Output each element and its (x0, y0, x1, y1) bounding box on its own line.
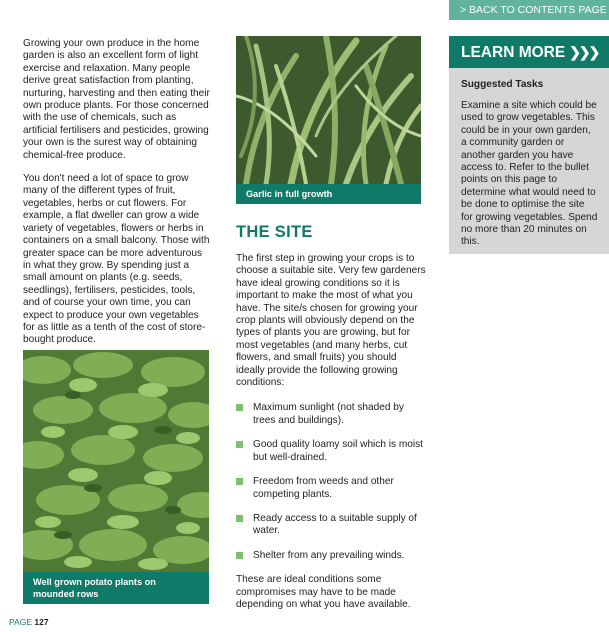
learn-more-box (449, 36, 609, 254)
list-item: Maximum sunlight (not shaded by trees and buildings). (236, 402, 426, 427)
chevrons-right-icon: ❯❯❯ (569, 44, 599, 60)
garlic-caption: Garlic in full growth (236, 184, 421, 204)
site-section (236, 221, 426, 611)
site-intro-paragraph: The first step in growing your crops is to choose a suitable site. Very few gardeners have ideal growing conditions so it is important to make the most of what you have. The site/s chosen for growing your crop plants will obviously depend on the types of plants you are growing, but for most vegetables (and many herbs, cut flowers, and small fruits) you should ideally provide the following growing conditions: (236, 253, 426, 389)
learn-more-title: LEARN MORE (461, 44, 566, 61)
page-number (9, 617, 49, 627)
potato-photo (23, 350, 209, 572)
site-closing-paragraph: These are ideal conditions some compromises may have to be made depending on what you have available. (236, 574, 411, 610)
garlic-photo (236, 36, 421, 184)
learn-more-header (449, 36, 609, 68)
list-item: Ready access to a suitable supply of water. (236, 513, 426, 538)
growing-conditions-list (236, 402, 426, 562)
list-item: Shelter from any prevailing winds. (236, 550, 426, 562)
intro-column (23, 38, 211, 347)
bullet-square-icon (236, 552, 243, 559)
intro-paragraph-1: Growing your own produce in the home garden is also an excellent form of light exercise and relaxation. Many people derive great satisfaction from planting, nurturing, harvesting and then eating their own produce plants. For those concerned with the use of chemicals, such as artificial fertilisers and pesticides, growing your own is the surest way of obtaining chemical-free produce. (23, 38, 210, 161)
intro-paragraph-2: You don't need a lot of space to grow many of the different types of fruit, vegetables, herbs or cut flowers. For example, a flat dweller can grow a wide variety of vegetables, flowers or herbs in containers on a small balcony. Those with greater space can be more adventurous in what they grow. By spending just a small amount on plants (e.g. seeds, seedlings), fertilisers, pesticides, tools, and of course your own time, you can expect to produce your own vegetables for as little as a tenth of the cost of store-bought produce. (23, 173, 210, 346)
bullet-square-icon (236, 441, 243, 448)
section-heading: THE SITE (236, 223, 313, 241)
potato-caption: Well grown potato plants on mounded rows (23, 572, 209, 604)
bullet-square-icon (236, 478, 243, 485)
bullet-square-icon (236, 515, 243, 522)
list-item: Freedom from weeds and other competing plants. (236, 476, 426, 501)
page-number-value: 127 (34, 617, 49, 627)
list-item: Good quality loamy soil which is moist but well-drained. (236, 439, 426, 464)
suggested-tasks-text: Examine a site which could be used to grow vegetables. This could be in your own garden, a community garden or another garden you have access to. Refer to the bullet points on this page to determine what would need to be done to optimise the site for growing vegetables. Spend no more than 20 minutes on this. (461, 100, 598, 248)
bullet-square-icon (236, 404, 243, 411)
suggested-tasks-title: Suggested Tasks (461, 79, 544, 90)
page-label: PAGE (9, 617, 35, 627)
back-to-contents-link[interactable]: > BACK TO CONTENTS PAGE (449, 0, 609, 20)
